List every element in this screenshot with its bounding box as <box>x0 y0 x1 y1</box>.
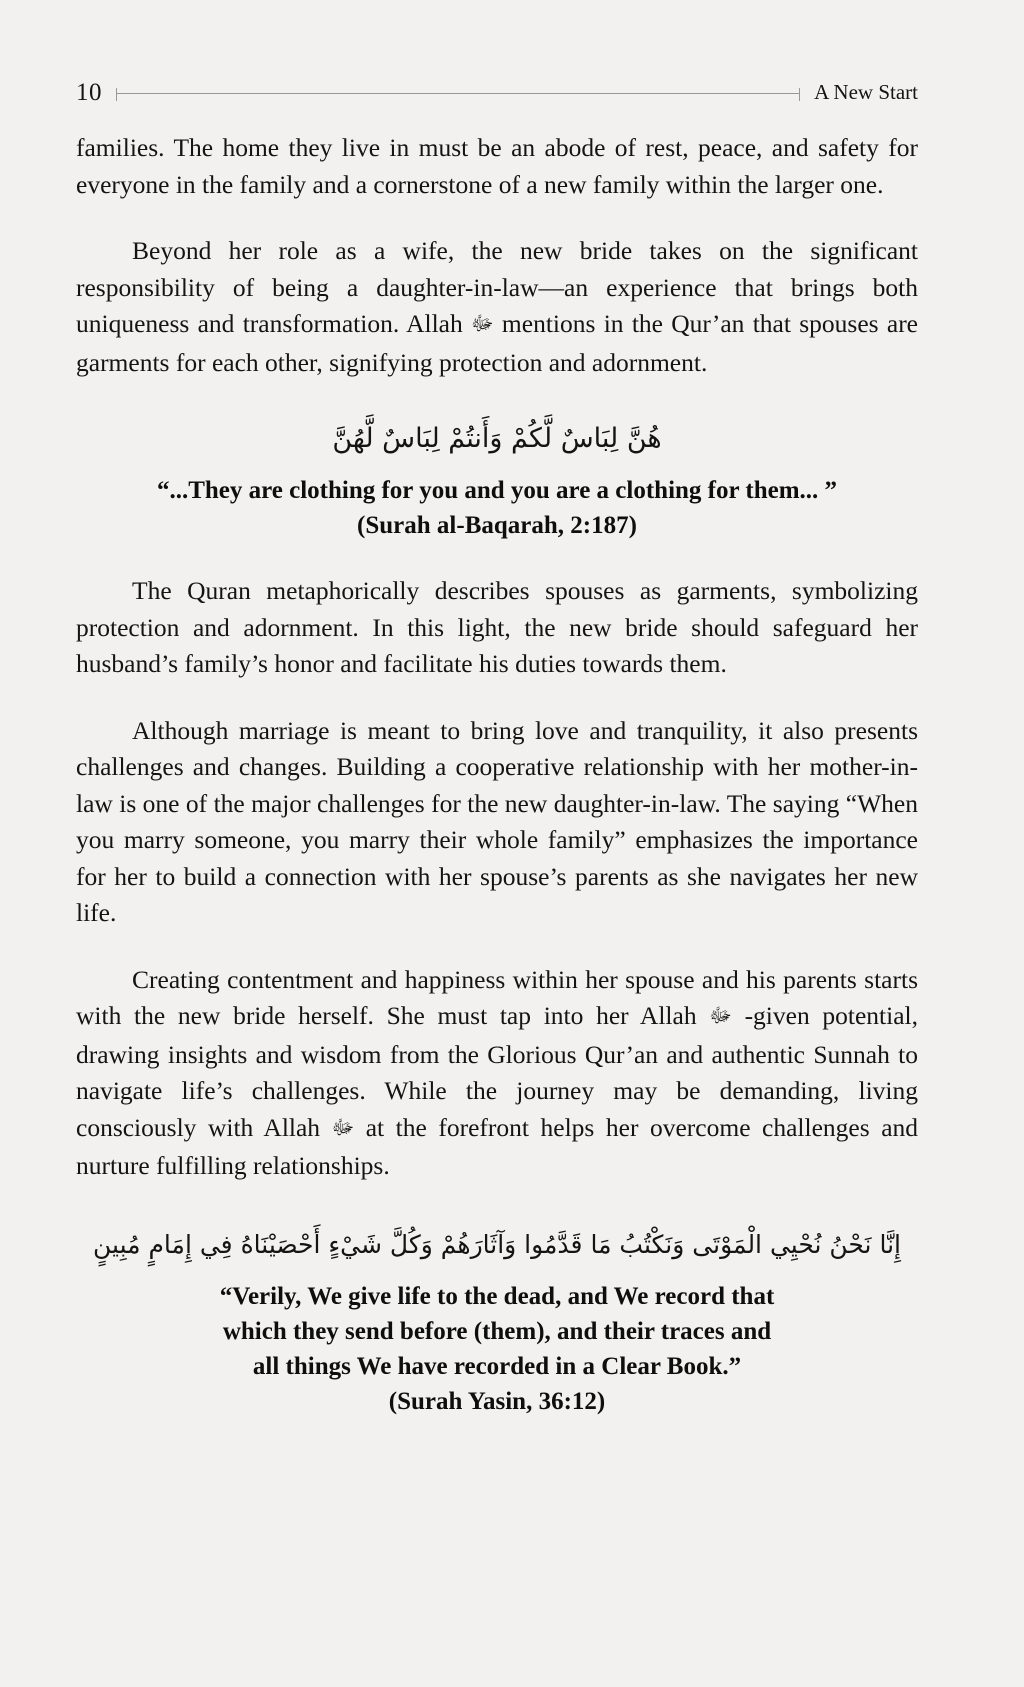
paragraph-5-text-3: at the forefront helps her overcome challenges and nurture fulfilling relationships. <box>76 1112 919 1180</box>
paragraph-2 <box>76 233 918 381</box>
quran-verse-translation-yasin-line-1: “Verily, We give life to the dead, and We record that <box>219 1282 775 1310</box>
quran-verse-reference-baqarah: (Surah al-Baqarah, 2:187) <box>357 512 637 539</box>
quran-verse-arabic-baqarah: هُنَّ لِبَاسٌ لَّكُمْ وَأَنتُمْ لِبَاسٌ لَّهُنَّ <box>332 423 662 454</box>
paragraph-5 <box>76 962 918 1185</box>
paragraph-2-text-end: mentions in the Qur’an that spouses are garments for each other, signifying protection and adornment. <box>76 309 919 377</box>
paragraph-1: families. The home they live in must be an abode of rest, peace, and safety for everyone in the family and a cornerstone of a new family within the larger one. <box>76 133 918 199</box>
header-divider-rule <box>116 93 800 94</box>
paragraph-4: Although marriage is meant to bring love and tranquility, it also presents challenges and changes. Building a cooperative relationship with her mother-in-law is one of the major challenges for the new daughter-in-law. The saying “When you marry someone, you marry their whole family” emphasizes the importance for her to build a connection with her spouse’s parents as she navigates her new life. <box>76 715 918 927</box>
paragraph-5-text-2: -given potential, drawing insights and wisdom from the Glorious Qur’an and authentic Sunnah to navigate life’s challenges. While the journey may be demanding, living consciously with Allah <box>76 1001 919 1142</box>
quran-verse-translation-baqarah: “...They are clothing for you and you are a clothing for them... ” <box>156 477 838 504</box>
quran-verse-translation-yasin-line-2: which they send before (them), and their traces and <box>222 1317 772 1345</box>
quran-verse-reference-yasin: (Surah Yasin, 36:12) <box>388 1387 606 1415</box>
allah-honorific-glyph: ﷻ <box>709 1005 732 1027</box>
running-title: A New Start <box>814 79 918 104</box>
allah-honorific-glyph: ﷻ <box>331 1116 355 1139</box>
allah-honorific-glyph: ﷻ <box>471 313 494 335</box>
page-number: 10 <box>76 78 102 106</box>
running-header <box>76 72 918 112</box>
page-content <box>76 0 918 1419</box>
paragraph-2-text-start: Beyond her role as a wife, the new bride takes on the significant responsibility of being a daughter-in-law—an experience that brings both uniqueness and transformation. Allah <box>76 236 918 338</box>
paragraph-5-text-1: Creating contentment and happiness within her spouse and his parents starts with the new bride herself. She must tap into her Allah <box>76 964 918 1030</box>
quran-verse-translation-yasin-line-3: all things We have recorded in a Clear Book.” <box>252 1352 742 1380</box>
paragraph-3: The Quran metaphorically describes spouses as garments, symbolizing protection and adornment. In this light, the new bride should safeguard her husband’s family’s honor and facilitate his duties towards them. <box>76 576 918 678</box>
quran-verse-arabic-yasin: إِنَّا نَحْنُ نُحْيِي الْمَوْتَى وَنَكْتُبُ مَا قَدَّمُوا وَآثَارَهُمْ وَكُلَّ شَيْءٍ أَحْصَيْنَاهُ فِي إِمَامٍ مُبِينٍ <box>93 1229 901 1259</box>
